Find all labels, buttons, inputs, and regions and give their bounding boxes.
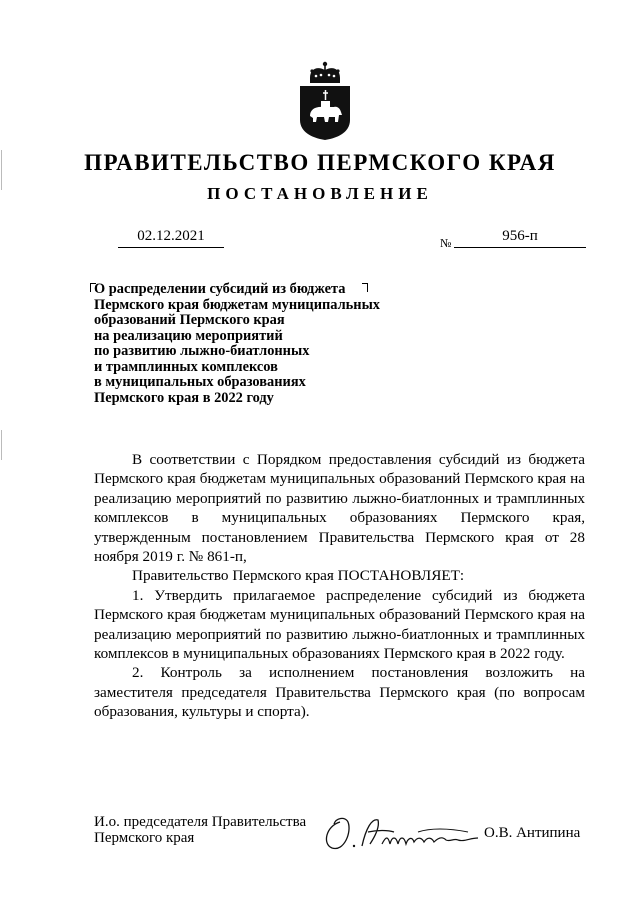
document-body	[94, 450, 585, 722]
scan-edge-mark	[1, 150, 2, 190]
signer-name: О.В. Антипина	[484, 825, 581, 841]
handwritten-signature	[318, 808, 488, 858]
subject-line: Пермского края бюджетам муниципальных	[94, 296, 380, 313]
signer-position	[94, 814, 306, 846]
signer-position-line: Пермского края	[94, 830, 195, 846]
scan-edge-mark	[1, 430, 2, 460]
subject-line: в муниципальных образованиях	[94, 374, 306, 390]
subject-line: О распределении субсидий из бюджета	[94, 281, 346, 297]
signer-position-line: И.о. председателя Правительства	[94, 814, 307, 830]
item-1-paragraph: 1. Утвердить прилагаемое распределение субсидий из бюджета Пермского края бюджетам муниципальных образований Пермского края на реализацию мероприятий по развитию лыжно-биатлонных и трамплинных комплексов в муниципальных образованиях Пермского края в 2022 году.	[94, 586, 585, 663]
number-sign: №	[440, 236, 452, 250]
subject-line: по развитию лыжно-биатлонных	[94, 343, 310, 359]
coat-of-arms-icon	[296, 60, 354, 142]
preamble-paragraph: В соответствии с Порядком предоставления субсидий из бюджета Пермского края бюджетам муниципальных образований Пермского края на реализацию мероприятий по развитию лыжно-биатлонных и трамплинных комплексов в муниципальных образованиях Пермского края, утвержденным постановлением Правительства Пермского края от 28 ноября 2019 г. № 861-п,	[94, 451, 585, 566]
subject-line: на реализацию мероприятий	[94, 327, 283, 344]
subject-line: и трамплинных комплексов	[94, 358, 278, 375]
government-title: ПРАВИТЕЛЬСТВО ПЕРМСКОГО КРАЯ	[84, 150, 556, 175]
document-subject	[94, 282, 414, 406]
subject-line: образований Пермского края	[94, 312, 285, 328]
item-2-paragraph: 2. Контроль за исполнением постановления возложить на заместителя председателя Правительства Пермского края (по вопросам образования, культуры и спорта).	[94, 664, 585, 721]
document-number: 956-п	[454, 228, 586, 248]
resolves-paragraph: Правительство Пермского края ПОСТАНОВЛЯЕТ:	[132, 567, 465, 585]
subject-line: Пермского края в 2022 году	[94, 389, 274, 406]
document-date: 02.12.2021	[118, 228, 224, 248]
document-type: ПОСТАНОВЛЕНИЕ	[207, 184, 433, 203]
